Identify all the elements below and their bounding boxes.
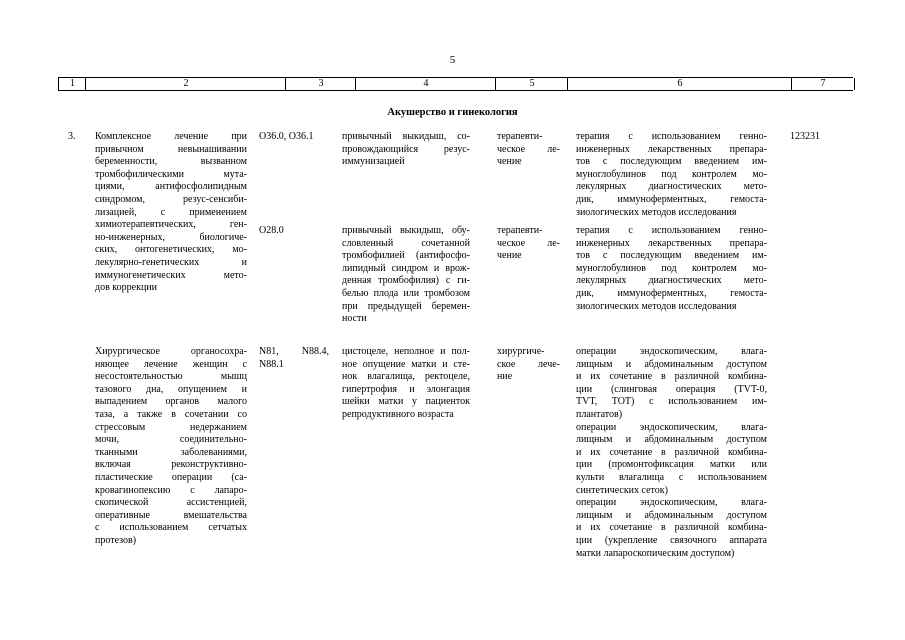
page-number: 5 [449,54,456,66]
text-line: терапия с использованием генно- [576,225,767,236]
text-line: лищным и абдоминальным доступом [576,358,767,370]
text-line: скопической ассистенцией, [95,497,247,509]
text-line: ское лече- [497,358,560,370]
text-line: включая реконструктивно- [95,459,247,471]
text-line: лищным и абдоминальным доступом [576,509,767,521]
text-line: репродуктивного возраста [342,408,454,420]
patient-model [342,225,470,326]
text-line: ности [342,313,367,325]
text-line: иммуногенетических мето- [95,269,247,281]
text-line: денная тромбофилия) с ги- [342,275,470,287]
text-line: няющее лечение женщин с [95,358,247,370]
text-line: ских, онтогенетических, мо- [95,244,247,256]
text-line: инженерных лекарственных препара- [576,237,767,249]
text-line: хирургиче- [497,346,545,357]
icd-code: O36.0, O36.1 [259,131,314,142]
text-line: с использованием сетчатых [95,522,247,534]
text-line: лищным и абдоминальным доступом [576,434,767,446]
text-line: иммунизацией [342,156,405,168]
col-header-3: 3 [285,78,356,90]
text-line: инженерных лекарственных препара- [576,143,767,155]
text-line: привычный выкидыш, обу- [342,225,470,236]
text-line: лизацией, с применением [95,206,247,218]
col-header-7: 7 [791,78,855,90]
text-line: мочи, соединительно- [95,434,247,446]
treatment-name [95,346,247,548]
text-line: N88.1 [259,358,284,370]
text-line: и их сочетание в различной комбина- [576,522,767,534]
text-line: тов с последующим введением им- [576,250,767,262]
text-line: TVT, TOT) с использованием им- [576,396,767,408]
text-line: культи влагалища с использованием [576,471,767,483]
text-line: ции (укрепление связочного аппарата [576,534,767,546]
text-line: протезов) [95,534,137,546]
text-line: операции эндоскопическим, влага- [576,497,767,509]
patient-model [342,346,470,422]
text-line: нок влагалища, ректоцеле, [342,371,470,383]
text-line: чение [497,250,522,262]
text-line: зиологических методов исследования [576,206,737,218]
text-line: беременности, вызванном [95,156,247,168]
text-line: и их сочетание в различной комбина- [576,446,767,458]
text-line: операции эндоскопическим, влага- [576,346,767,357]
text-line: оперативные вмешательства [95,509,247,521]
text-line: чение [497,156,522,168]
col-header-6: 6 [567,78,792,90]
treatment-method [576,346,767,560]
treatment-method [576,225,767,313]
text-line: липидный синдром и врож- [342,262,470,274]
text-line: провождающийся резус- [342,143,470,155]
text-line: синтетических сеток) [576,484,668,496]
text-line: несостоятельностью мышц [95,371,247,383]
col-header-1: 1 [58,78,86,90]
text-line: тромбофилией (антифосфо- [342,250,470,262]
text-line: матки лапароскопическим доступом) [576,547,735,559]
text-line: тов с последующим введением им- [576,156,767,168]
text-line: выпадением органов малого [95,396,247,408]
text-line: ции (слинговая операция (TVT-0, [576,383,767,395]
patient-model [342,131,470,169]
text-line: лекулярных диагностических мето- [576,275,767,287]
text-line: тканными заболеваниями, [95,446,247,458]
text-line: ческое ле- [497,143,560,155]
text-line: лекулярных диагностических мето- [576,181,767,193]
text-line: химиотерапевтических, ген- [95,219,247,231]
text-line: Комплексное лечение при [95,131,247,142]
text-line: гипертрофия и элонгация [342,383,470,395]
treatment-method [576,131,767,219]
text-line: зиологических методов исследования [576,300,737,312]
text-line: терапевти- [497,131,543,142]
text-line: шейки матки у пациенток [342,396,470,408]
text-line: ческое ле- [497,237,560,249]
col-header-2: 2 [85,78,286,90]
icd-code [259,346,329,371]
text-line: но-инженерных, биологиче- [95,231,247,243]
treatment-type [497,131,560,169]
text-line: дик, иммуноферментных, гемоста- [576,193,767,205]
text-line: тромбофилическими мута- [95,168,247,180]
price: 123231 [790,131,820,142]
text-line: ное опущение матки и сте- [342,358,470,370]
text-line: ние [497,371,513,383]
text-line: синдромом, резус-сенсиби- [95,193,247,205]
text-line: привычный выкидыш, со- [342,131,470,142]
treatment-name [95,131,247,295]
text-line: дик, иммуноферментных, гемоста- [576,287,767,299]
text-line: N81, N88.4, [259,346,329,357]
text-line: кровагинопексию с лапаро- [95,484,247,496]
text-line: муноглобулинов под контролем мо- [576,168,767,180]
col-header-4: 4 [355,78,496,90]
text-line: белью плода или тромбозом [342,287,470,299]
text-line: и их сочетание в различной комбина- [576,371,767,383]
text-line: стрессовым недержанием [95,421,247,433]
text-line: операции эндоскопическим, влага- [576,421,767,433]
text-line: привычном невынашивании [95,143,247,155]
text-line: терапевти- [497,225,543,236]
row-number: 3. [68,131,76,142]
text-line: пластические операции (са- [95,471,247,483]
text-line: плантатов) [576,408,623,420]
text-line: терапия с использованием генно- [576,131,767,142]
text-line: циями, антифосфолипидным [95,181,247,193]
text-line: словленный сочетанной [342,237,470,249]
treatment-type [497,225,560,263]
text-line: дов коррекции [95,282,158,294]
column-header-row [58,77,853,91]
text-line: тазового дна, опущением и [95,383,247,395]
col-header-5: 5 [495,78,568,90]
icd-code: O28.0 [259,225,284,236]
text-line: при предыдущей беремен- [342,300,470,312]
treatment-type [497,346,560,384]
section-title: Акушерство и гинекология [387,107,518,118]
text-line: Хирургическое органосохра- [95,346,247,357]
text-line: лекулярно-генетических и [95,256,247,268]
text-line: цистоцеле, неполное и пол- [342,346,470,357]
text-line: муноглобулинов под контролем мо- [576,262,767,274]
text-line: таза, а также в сочетании со [95,408,247,420]
text-line: ции (промонтофиксация матки или [576,459,767,471]
